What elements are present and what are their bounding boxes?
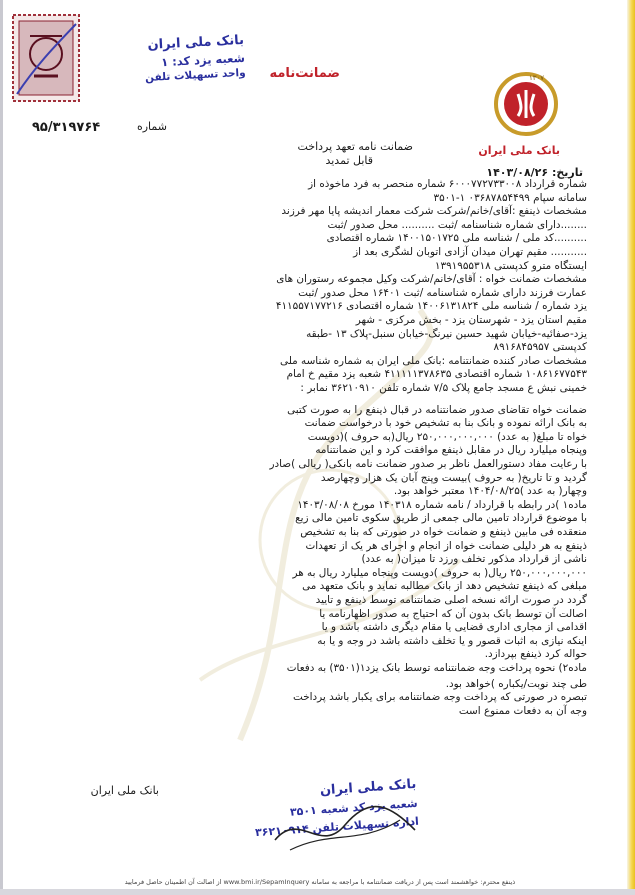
body-line: ........... مقیم تهران میدان آزادی اتوبان لشگری بعد از [353, 246, 587, 258]
heading-line1: ضمانت نامه تعهد پرداخت [297, 140, 413, 153]
body-line: با رعایت مفاد دستورالعمل ناظر بر صدور ضمانت نامه بانکی( ریالی )صادر [269, 458, 587, 470]
body-line: به بانک ارائه نموده و بانک بنا به تشخیص خود با درخواست ضمانت [304, 417, 587, 430]
body-line: با موضوع قرارداد تامین مالی جمعی از طریق سکوی تامین مالی زیع [295, 512, 587, 525]
document-title: ضمانت‌نامه [269, 66, 340, 81]
body-line: کدپستی ۸۹۱۶۸۴۵۹۵۷ [493, 341, 587, 354]
body-line: ........دارای شماره شناسنامه /ثبت .......... محل صدور /ثبت [327, 218, 587, 231]
body-line: سامانه سپام ۰۳۶۸۷۸۵۴۴۹۹ ۱-۳۵۰۱ [433, 191, 587, 204]
body-line: مبلغی که ذینفع تشخیص دهد از بانک مطالبه نماید و بانک متعهد می [302, 580, 587, 593]
body-line: ۱۰۸۶۱۶۷۷۵۴۳ شماره اقتصادی ۴۱۱۱۱۱۳۷۸۶۳۵ شعبه یزد مقیم خ امام [286, 368, 587, 381]
body-line: اینکه نیازی به اثبات قصور و یا تخلف داشته باشد در وجه و یا به [317, 634, 587, 647]
body-line: منعقده فی مابین ذینفع و ضمانت خواه در صورتی که بنا به تشخیص [300, 526, 587, 538]
body-line: ماده۱ )در رابطه با قرارداد / نامه شماره ۱۴۰۳۱۸ مورخ ۱۴۰۳/۰۸/۰۸ [297, 498, 587, 511]
body-line: ضمانت خواه تقاضای صدور ضمانتنامه در قبال ذینفع را به صورت کتبی [287, 403, 587, 416]
body-line: ایستگاه مترو کدپستی ۱۳۹۱۹۵۵۳۱۸ [434, 259, 587, 272]
side-margin-note [2, 700, 18, 860]
stamp-top-line3: واحد تسهیلات تلفن [144, 66, 246, 85]
body-line: ..........کد ملی / شناسه ملی ۱۴۰۰۱۵۰۱۷۲۵ شماره اقتصادی [326, 232, 587, 245]
body-line: مشخصات ذینفع :آقای/خانم/شرکت شرکت معمار اندیشه پایا مهر فرزند [281, 205, 587, 218]
stamp-bottom-line3: اداره تسهیلات تلفن ۳۶۲۱۰۹۱۴ [254, 814, 420, 840]
footer-note: ذینفع محترم: خواهشمند است پس از دریافت ضمانتنامه با مراجعه به سامانه www.bmi.ir/SepamInquery از اصالت آن اطمینان حاصل فرمایید [124, 878, 516, 886]
body-line: ذینفع به هر دلیلی ضمانت خواه از انجام و اجرای هر یک از تعهدات [305, 539, 587, 552]
body-line: گردد در صورت ارائه نسخه اصلی ضمانتنامه توسط ذینفع و تایید [315, 594, 587, 606]
heading-line2: قابل تمدید [325, 154, 373, 167]
document-date: تاریخ: ۱۴۰۳/۰۸/۲۶ [486, 166, 583, 179]
signature-graphic [270, 800, 420, 860]
body-line: ماده۲) نحوه پرداخت وجه ضمانتنامه توسط بانک یزد۱(۳۵۰۱) به دفعات [286, 662, 587, 674]
body-line: وجه آن به دفعات ممنوع است [458, 704, 587, 717]
signature-caption: بانک ملی ایران [90, 784, 159, 797]
body-line: یزد-صفائیه-خیابان شهید حسین نیرنگ-خیابان سنبل-پلاک ۱۳ -طبقه [306, 327, 587, 340]
stamp-bottom-line2: شعبه یزد کد شعبه ۳۵۰۱ [289, 796, 419, 819]
body-line: ۲۵۰,۰۰۰,۰۰۰,۰۰۰ ریال( به حروف )دویست وپنجاه میلیارد ریال به هر [292, 566, 587, 579]
body-line: اصالت آن توسط بانک بدون آن که احتیاج به صدور اظهارنامه یا [319, 607, 587, 620]
bank-stamp-top [84, 31, 247, 94]
document-number-label: شماره [136, 120, 167, 133]
stamp-bottom-line1: بانک ملی ایران [319, 776, 417, 799]
body-line: ناشی از قرارداد مذکور تخلف ورزد تا میزان( به عدد) [361, 553, 587, 566]
bank-logo [478, 70, 564, 170]
body-line: گردید و تا تاریخ( به حروف )بیست وپنج آبان یک هزار وچهارصد [320, 471, 587, 484]
body-line: حواله کرد ذینفع بپردازد. [484, 648, 587, 661]
body-line: یزد شماره / شناسه ملی ۱۴۰۰۶۱۳۱۸۲۴ شماره اقتصادی ۴۱۱۵۵۷۱۷۷۲۱۶ [275, 300, 587, 313]
body-line: مشخصات صادر کننده ضمانتنامه :بانک ملی ایران به شماره شناسه ملی [280, 354, 587, 367]
stamp-top-line2: شعبه یزد کد: ۱ [160, 50, 246, 70]
body-line: شماره قرارداد ۶۰۰۰۷۷۲۷۳۳۰۰۸ شماره منحصر به فرد ماخوذه از [308, 178, 587, 190]
bank-logo-year: ۱۳۰۷ [528, 74, 544, 82]
revenue-stamp-icon [12, 14, 80, 102]
bank-logo-text: بانک ملی ایران [478, 144, 560, 157]
body-line: تبصره در صورتی که پرداخت وجه ضمانتنامه برای یکبار باشد پرداخت [293, 691, 587, 704]
body-line: طی چند نوبت/یکباره )خواهد بود. [445, 677, 587, 690]
body-line: وپنجاه میلیارد ریال در مقابل ذینفع موافقت کرد و این ضمانتنامه [315, 444, 587, 457]
body-line: خمینی نبش ع مسجد جامع پلاک ۷/۵ شماره تلفن ۳۶۲۱۰۹۱۰ نمابر : [300, 382, 587, 394]
body-line: اقدامی از مجاری اداری قضایی یا مقام دیگری داشته باشد و یا [321, 621, 587, 634]
stamp-top-line1: بانک ملی ایران [147, 32, 245, 53]
scan-edge-right [627, 0, 635, 895]
document-number-value: ۹۵/۳۱۹۷۶۴ [32, 120, 101, 135]
body-line: مقیم استان یزد - شهرستان یزد - بخش مرکزی - شهر [355, 314, 587, 326]
body-line: خواه تا مبلغ( به عدد) ۲۵۰,۰۰۰,۰۰۰,۰۰۰ ریال(به حروف )(دویست [307, 430, 587, 443]
body-line: مشخصات ضمانت خواه : آقای/خانم/شرکت وکیل مجموعه رستوران های [276, 273, 587, 286]
body-line: عمارت فرزند دارای شماره شناسنامه /ثبت ۱۶۴۰۱ محل صدور /ثبت [298, 286, 587, 299]
body-line: وچهار( به عدد )۱۴۰۴/۰۸/۲۵ معتبر خواهد بود. [393, 485, 587, 498]
bank-melli-emblem-icon [488, 70, 564, 140]
